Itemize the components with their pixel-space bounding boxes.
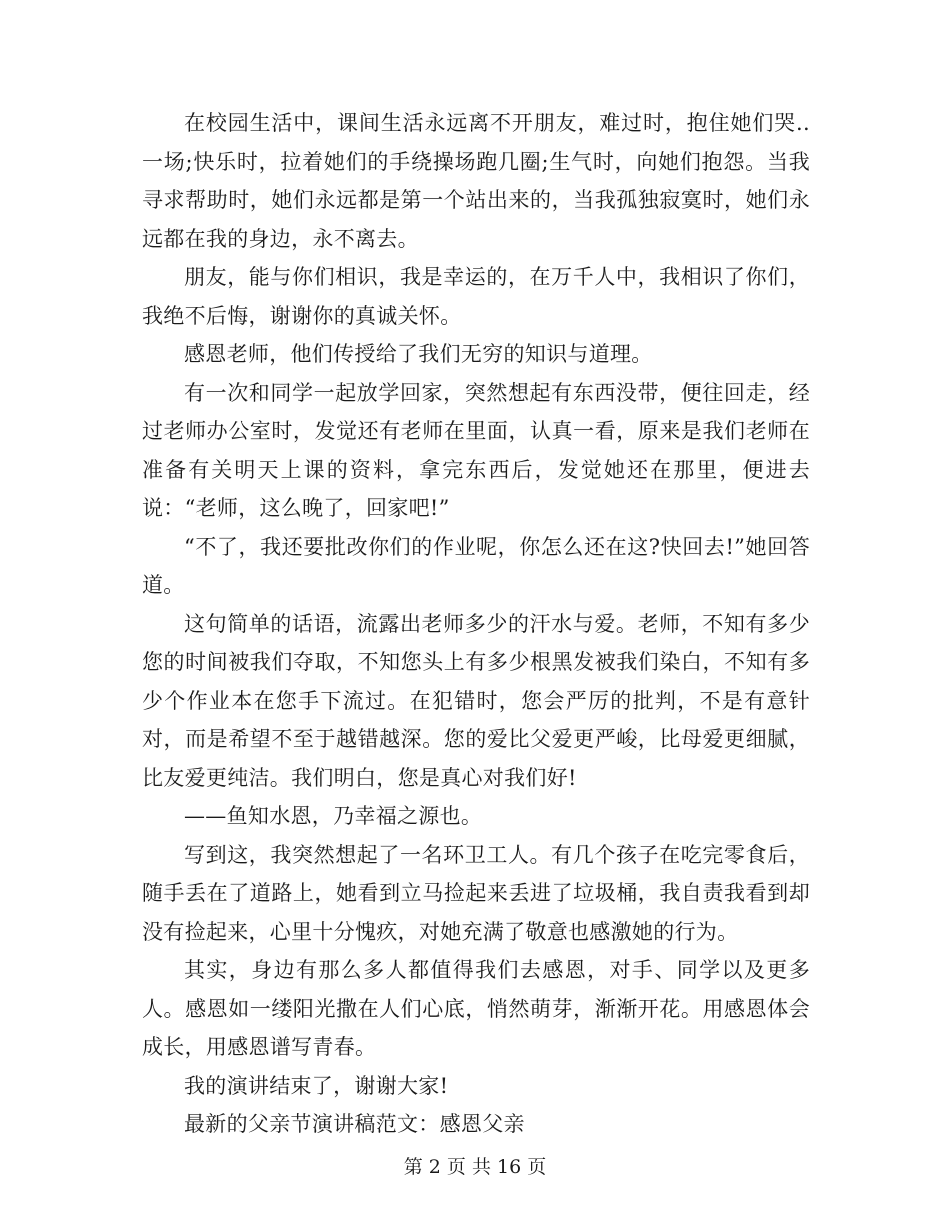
paragraph: 有一次和同学一起放学回家，突然想起有东西没带，便往回走，经过老师办公室时，发觉还有老师在里面，认真一看，原来是我们老师在准备有关明天上课的资料，拿完东西后，发觉她还在那里，便进去说：“老师，这么晚了，回家吧!”: [142, 380, 810, 520]
paragraph: 这句简单的话语，流露出老师多少的汗水与爱。老师，不知有多少您的时间被我们夺取，不知您头上有多少根黑发被我们染白，不知有多少个作业本在您手下流过。在犯错时，您会严厉的批判，不是有意针对，而是希望不至于越错越深。您的爱比父爱更严峻，比母爱更细腻，比友爱更纯洁。我们明白，您是真心对我们好!: [142, 611, 810, 790]
paragraph: “不了，我还要批改你们的作业呢，你怎么还在这?快回去!”她回答道。: [142, 534, 810, 597]
paragraph: 在校园生活中，课间生活永远离不开朋友，难过时，抱住她们哭..一场;快乐时，拉着她们的手绕操场跑几圈;生气时，向她们抱怨。当我寻求帮助时，她们永远都是第一个站出来的，当我孤独寂寞时，她们永远都在我的身边，永不离去。: [142, 111, 810, 251]
paragraph: ——鱼知水恩，乃幸福之源也。: [184, 804, 483, 828]
paragraph: 朋友，能与你们相识，我是幸运的，在万千人中，我相识了你们，我绝不后悔，谢谢你的真诚关怀。: [142, 265, 810, 328]
page-footer: [0, 1152, 950, 1179]
paragraph: 感恩老师，他们传授给了我们无穷的知识与道理。: [184, 342, 653, 366]
paragraph: 我的演讲结束了，谢谢大家!: [184, 1073, 449, 1098]
paragraph: 写到这，我突然想起了一名环卫工人。有几个孩子在吃完零食后，随手丢在了道路上，她看到立马捡起来丢进了垃圾桶，我自责我看到却没有捡起来，心里十分愧疚，对她充满了敬意也感激她的行为。: [142, 842, 810, 944]
section-heading: 最新的父亲节演讲稿范文：感恩父亲: [184, 1112, 525, 1136]
document-body: [142, 104, 810, 1144]
paragraph: 其实，身边有那么多人都值得我们去感恩，对手、同学以及更多人。感恩如一缕阳光撒在人们心底，悄然萌芽，渐渐开花。用感恩体会成长，用感恩谱写青春。: [142, 958, 810, 1059]
page-number-label: 第 2 页 共 16 页: [403, 1156, 547, 1178]
